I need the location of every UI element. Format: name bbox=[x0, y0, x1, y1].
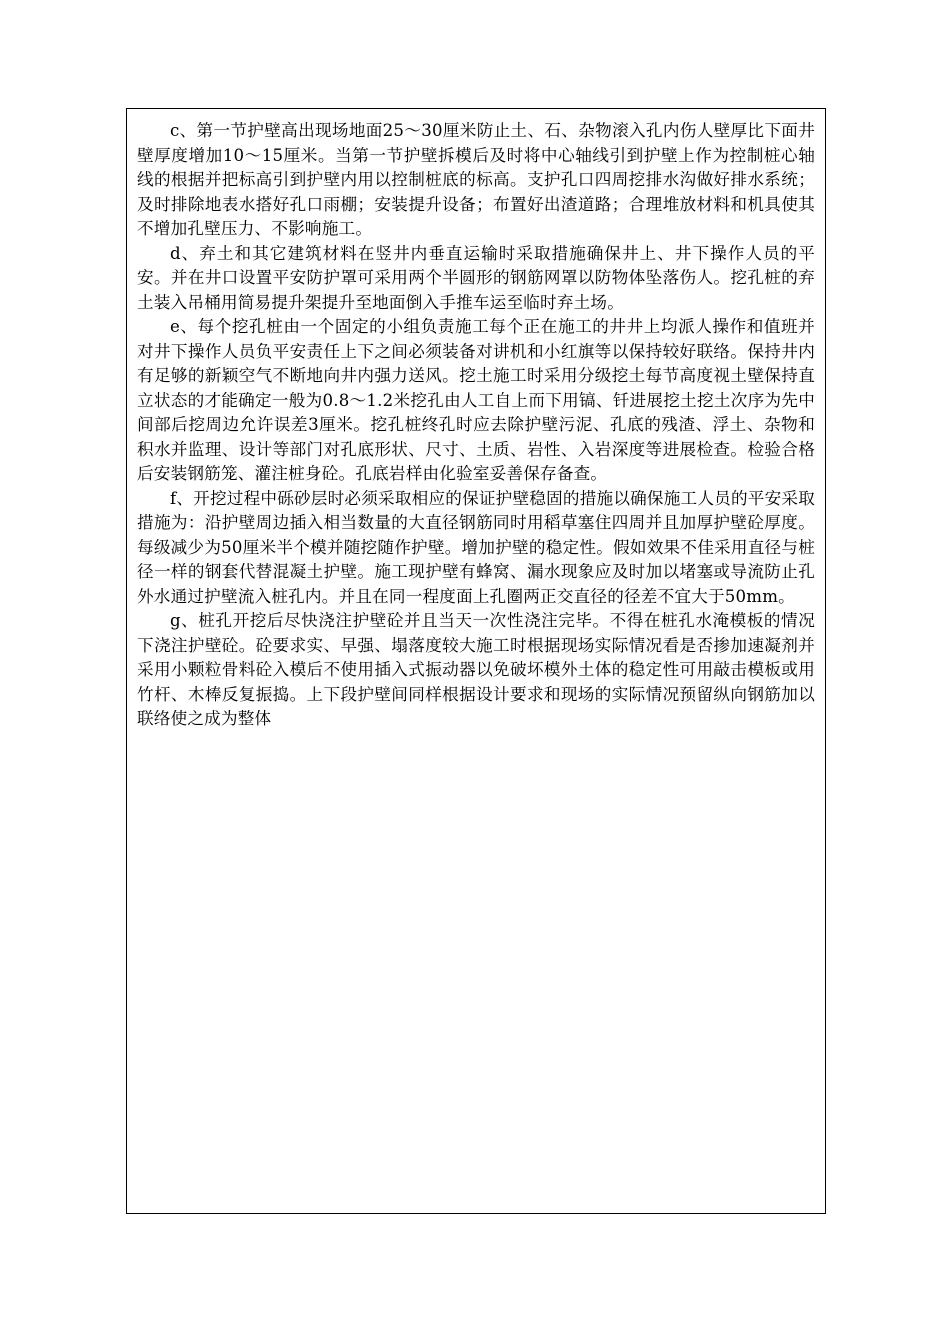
paragraph-e: e、每个挖孔桩由一个固定的小组负责施工每个正在施工的井井上均派人操作和值班并对井下操作人员负平安责任上下之间必须装备对讲机和小红旗等以保持较好联络。保持井内有足够的新颖空气不断地向井内强力送风。挖土施工时采用分级挖土每节高度视土壁保持直立状态的才能确定一般为0.8～1.2米挖孔由人工自上而下用镐、钎进展挖土挖土次序为先中间部后挖周边允许误差3厘米。挖孔桩终孔时应去除护壁污泥、孔底的残渣、浮土、杂物和积水并监理、设计等部门对孔底形状、尺寸、土质、岩性、入岩深度等进展检查。检验合格后安装钢筋笼、灌注桩身砼。孔底岩样由化验室妥善保存备查。 bbox=[137, 317, 815, 483]
paragraph-c: c、第一节护壁高出现场地面25～30厘米防止土、石、杂物滚入孔内伤人壁厚比下面井壁厚度增加10～15厘米。当第一节护壁拆模后及时将中心轴线引到护壁上作为控制桩心轴线的根据并把标高引到护壁内用以控制桩底的标高。支护孔口四周挖排水沟做好排水系统；及时排除地表水搭好孔口雨棚；安装提升设备；布置好出渣道路；合理堆放材料和机具使其不增加孔壁压力、不影响施工。 bbox=[137, 121, 815, 238]
document-body bbox=[137, 119, 815, 732]
paragraph-f: f、开挖过程中砾砂层时必须采取相应的保证护壁稳固的措施以确保施工人员的平安采取措施为：沿护壁周边插入相当数量的大直径钢筋同时用稻草塞住四周并且加厚护壁砼厚度。每级减少为50厘米半个模并随挖随作护壁。增加护壁的稳定性。假如效果不佳采用直径与桩径一样的钢套代替混凝土护壁。施工现护壁有蜂窝、漏水现象应及时加以堵塞或导流防止孔外水通过护壁流入桩孔内。并且在同一程度面上孔圈两正交直径的径差不宜大于50mm。 bbox=[137, 488, 815, 606]
content-frame bbox=[126, 108, 826, 1214]
paragraph-g: g、桩孔开挖后尽快浇注护壁砼并且当天一次性浇注完毕。不得在桩孔水淹模板的情况下浇注护壁砼。砼要求实、早强、塌落度较大施工时根据现场实际情况看是否掺加速凝剂并采用小颗粒骨料砼入模后不使用插入式振动器以免破坏模外土体的稳定性可用敲击模板或用竹杆、木棒反复振捣。上下段护壁间同样根据设计要求和现场的实际情况预留纵向钢筋加以联络使之成为整体 bbox=[137, 611, 815, 728]
paragraph-d: d、弃土和其它建筑材料在竖井内垂直运输时采取措施确保井上、井下操作人员的平安。并在井口设置平安防护罩可采用两个半圆形的钢筋网罩以防物体坠落伤人。挖孔桩的弃土装入吊桶用简易提升架提升至地面倒入手推车运至临时弃土场。 bbox=[137, 243, 815, 312]
